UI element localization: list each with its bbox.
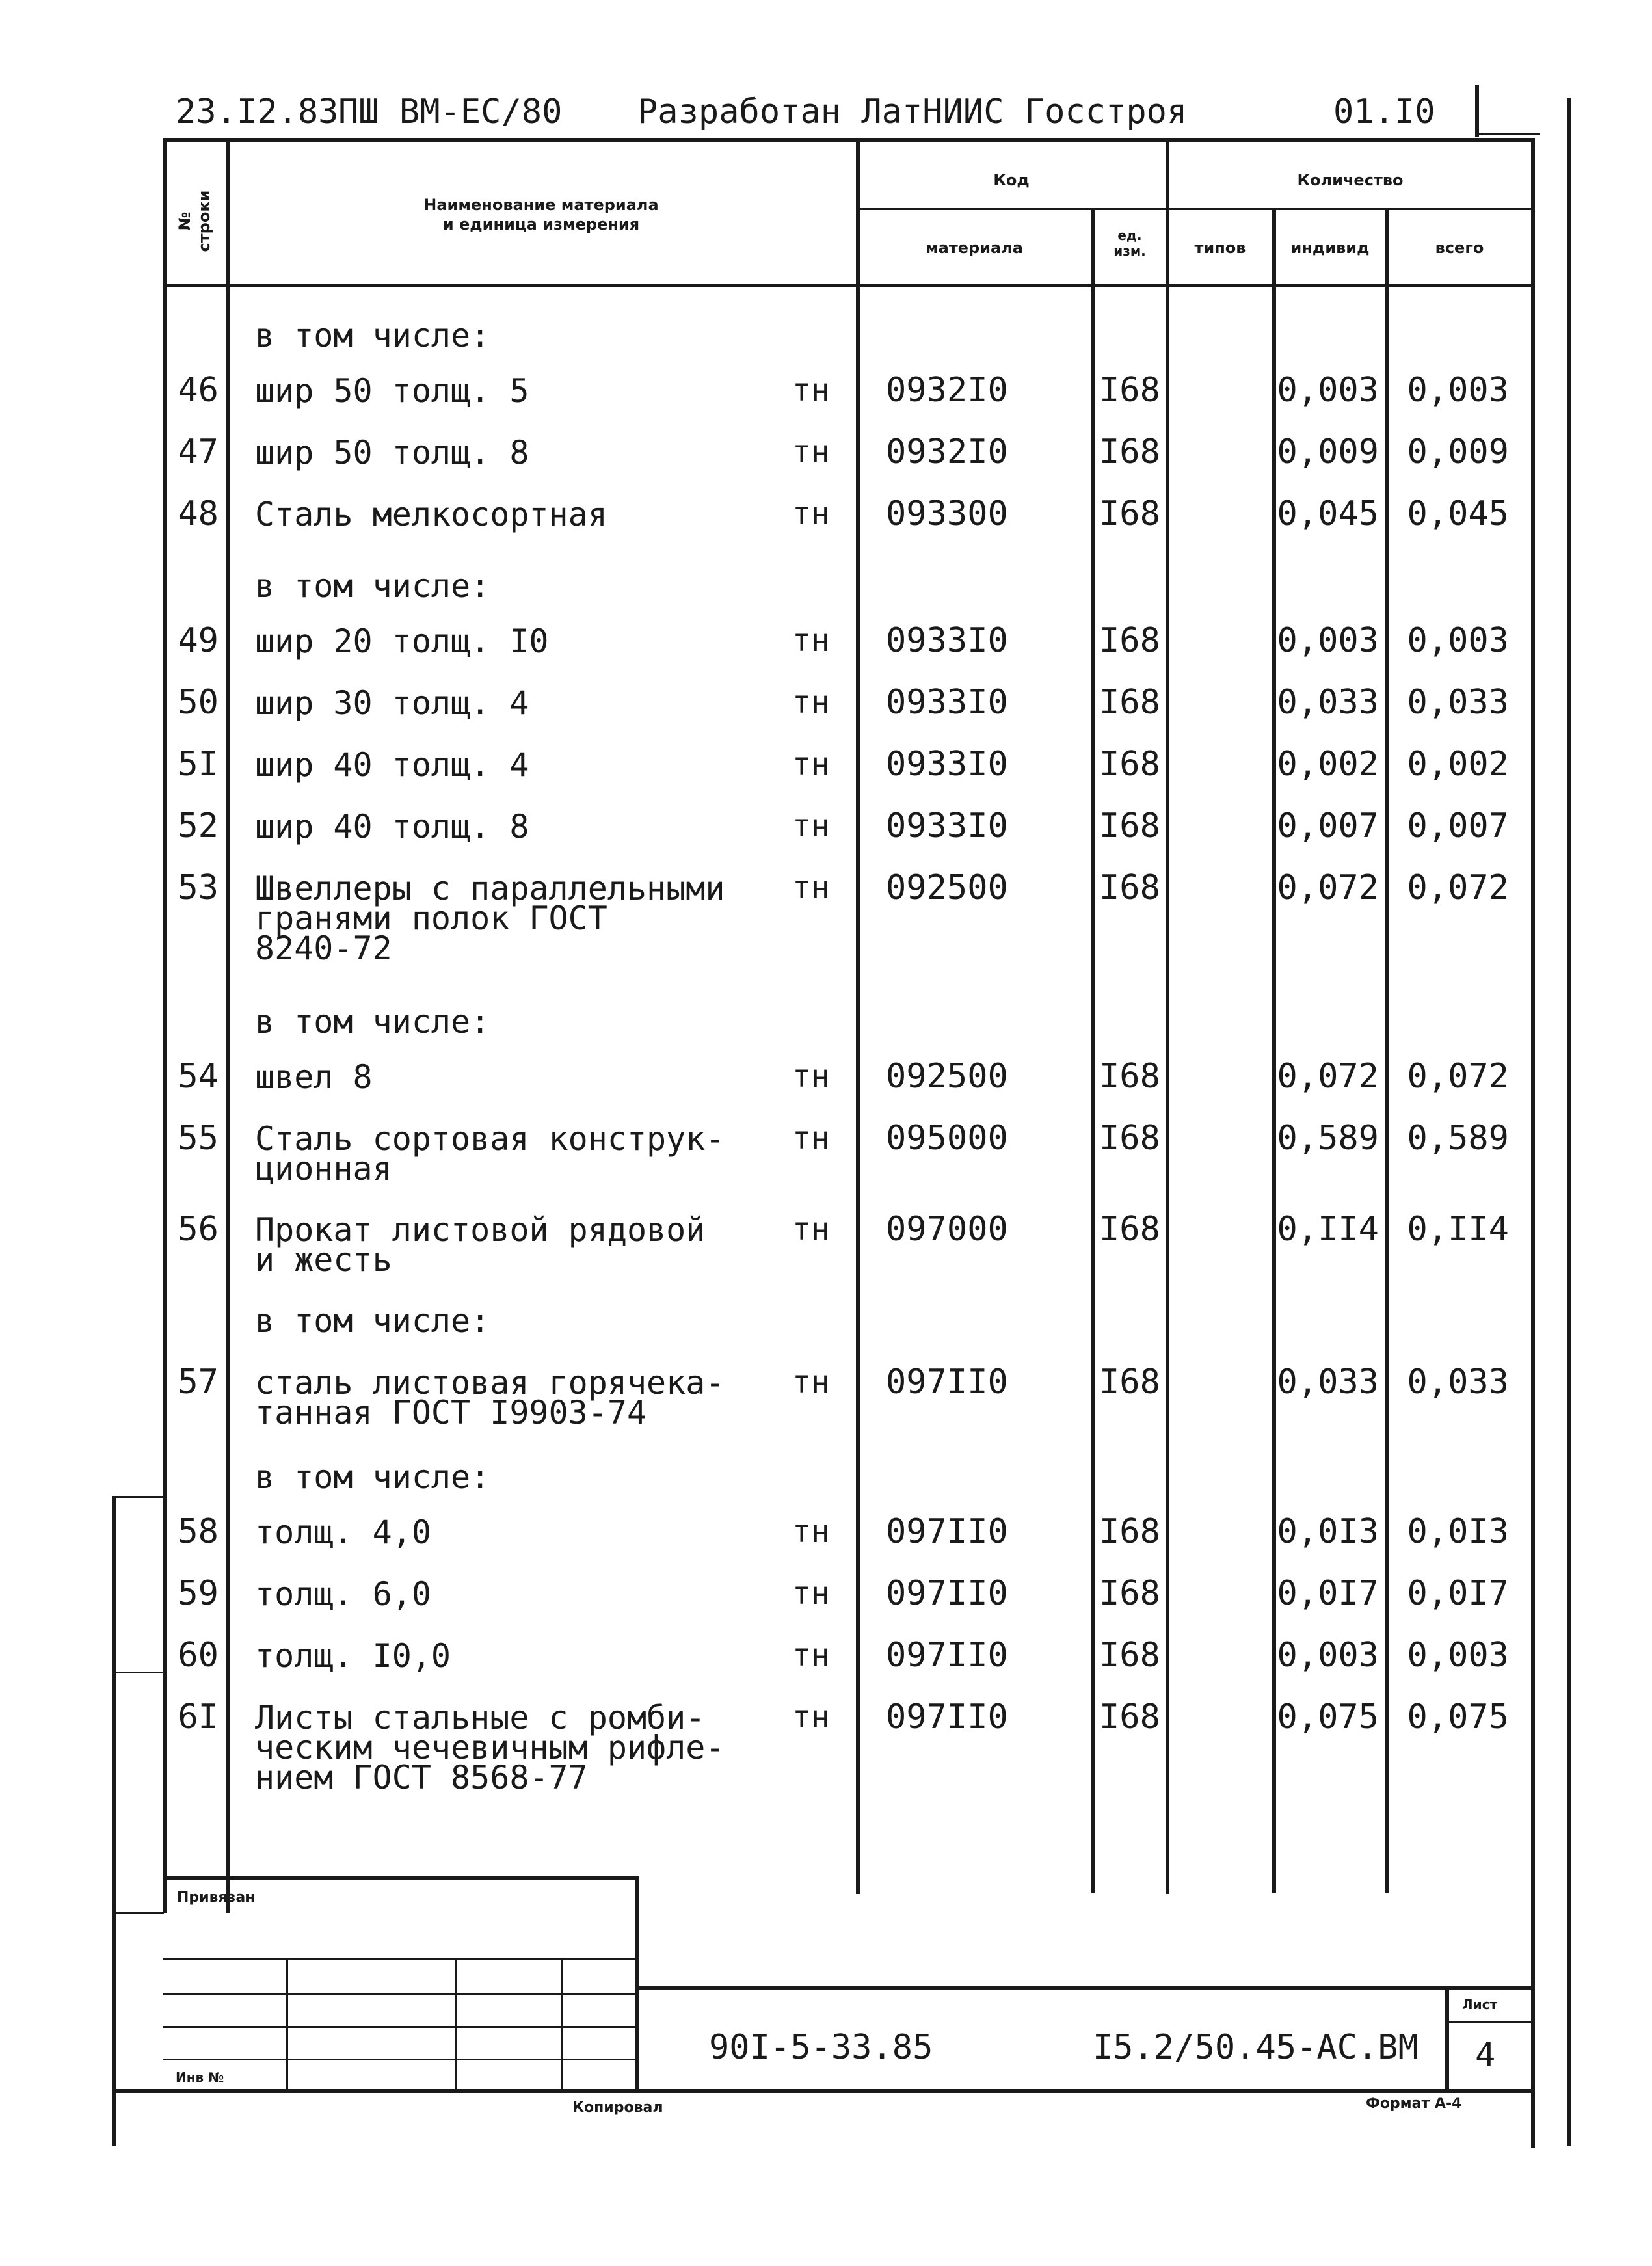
row-name: швел 8 [255,1058,373,1096]
row-ed: I68 [1099,1057,1160,1096]
row-name: в том числе: [255,317,490,354]
row-total: 0,589 [1407,1119,1509,1158]
th-tipov: типов [1194,239,1246,257]
row-number: 6I [178,1698,219,1737]
row-code: 097II0 [886,1636,1008,1675]
row-individ: 0,003 [1277,621,1379,660]
header-mid-line [859,208,1535,210]
row-unit: тн [792,684,830,721]
title-list-label: Лист [1462,1997,1498,2012]
row-name: толщ. I0,0 [255,1637,451,1675]
row-unit: тн [792,434,830,470]
stamp-inv: Инв № [176,2070,224,2085]
stamp-col-2 [455,1958,457,2091]
stamp-line-1 [163,1958,637,1960]
row-code: 092500 [886,1057,1008,1096]
row-number: 60 [178,1636,219,1675]
row-individ: 0,075 [1277,1698,1379,1737]
row-number: 54 [178,1057,219,1096]
header-corner-line [1475,133,1540,135]
row-code: 097II0 [886,1574,1008,1613]
row-code: 095000 [886,1119,1008,1158]
title-list-sep [1445,1986,1449,2090]
row-unit: тн [792,1211,830,1247]
row-code: 0933I0 [886,683,1008,722]
row-code: 097II0 [886,1698,1008,1737]
stamp-col-1 [286,1958,288,2091]
row-code: 0932I0 [886,433,1008,472]
row-name: сталь листовая горячека- танная ГОСТ I9903-74 [255,1364,725,1432]
row-ed: I68 [1099,494,1160,533]
row-name: шир 50 толщ. 8 [255,434,529,472]
row-unit: тн [792,1699,830,1735]
row-individ: 0,009 [1277,433,1379,472]
row-individ: 0,072 [1277,1057,1379,1096]
stamp-col-3 [561,1958,563,2091]
row-total: 0,075 [1407,1698,1509,1737]
row-individ: 0,0I7 [1277,1574,1379,1613]
th-vsego: всего [1435,239,1484,257]
row-name: Сталь сортовая конструк- ционная [255,1120,725,1188]
title-top [635,1986,1535,1990]
row-ed: I68 [1099,1512,1160,1551]
margin-bracket-top [112,1496,164,1498]
row-individ: 0,007 [1277,806,1379,846]
row-code: 097000 [886,1210,1008,1249]
row-name: толщ. 4,0 [255,1513,431,1551]
margin-bracket-mid [112,1672,164,1673]
row-unit: тн [792,1513,830,1550]
row-ed: I68 [1099,1119,1160,1158]
row-ed: I68 [1099,868,1160,907]
th-kod: Код [993,171,1030,189]
header-corner-mark [1475,85,1479,137]
row-total: 0,II4 [1407,1210,1509,1249]
row-code: 0933I0 [886,745,1008,784]
row-name: Листы стальные с ромби- ческим чечевичным рифле- нием ГОСТ 8568-77 [255,1699,725,1796]
margin-bracket-low [112,1912,164,1914]
header-bottom-border [163,284,1535,287]
row-ed: I68 [1099,433,1160,472]
row-total: 0,0I7 [1407,1574,1509,1613]
row-total: 0,003 [1407,621,1509,660]
row-total: 0,007 [1407,806,1509,846]
stamp-privyazan: Привязан [177,1889,256,1906]
row-name: в том числе: [255,567,490,605]
row-name: шир 40 толщ. 4 [255,746,529,784]
row-ed: I68 [1099,621,1160,660]
row-total: 0,045 [1407,494,1509,533]
row-unit: тн [792,1120,830,1156]
row-ed: I68 [1099,1574,1160,1613]
row-number: 52 [178,806,219,846]
row-individ: 0,033 [1277,1363,1379,1402]
row-name: шир 20 толщ. I0 [255,622,549,660]
row-individ: 0,072 [1277,868,1379,907]
header-developer: Разработан ЛатНИИС Госстроя [637,92,1188,131]
row-total: 0,009 [1407,433,1509,472]
row-unit: тн [792,1364,830,1400]
footer-kopiroval: Копировал [572,2099,663,2116]
row-code: 097II0 [886,1363,1008,1402]
margin-bracket-line [112,1496,116,2146]
row-ed: I68 [1099,1698,1160,1737]
row-individ: 0,045 [1277,494,1379,533]
row-individ: 0,II4 [1277,1210,1379,1249]
page-bottom-border [112,2089,1535,2093]
row-number: 47 [178,433,219,472]
row-total: 0,0I3 [1407,1512,1509,1551]
row-individ: 0,003 [1277,371,1379,410]
col-sep-ed [1166,138,1169,1894]
row-number: 46 [178,371,219,410]
row-number: 49 [178,621,219,660]
row-total: 0,002 [1407,745,1509,784]
row-unit: тн [792,1058,830,1095]
table-right-border [1531,138,1535,2148]
stamp-line-4 [163,2059,637,2060]
row-unit: тн [792,808,830,844]
col-sep-num [226,138,230,1913]
row-name: Швеллеры с параллельными гранями полок ГОСТ 8240-72 [255,870,725,967]
row-ed: I68 [1099,745,1160,784]
row-code: 0932I0 [886,371,1008,410]
row-ed: I68 [1099,1210,1160,1249]
row-unit: тн [792,1575,830,1612]
row-individ: 0,033 [1277,683,1379,722]
row-unit: тн [792,622,830,659]
row-unit: тн [792,746,830,782]
th-material: материала [926,239,1023,257]
row-name: шир 50 толщ. 5 [255,372,529,410]
row-total: 0,072 [1407,1057,1509,1096]
row-number: 48 [178,494,219,533]
row-name: шир 30 толщ. 4 [255,684,529,722]
row-unit: тн [792,496,830,532]
page-right-border [1567,98,1571,2146]
row-number: 53 [178,868,219,907]
row-total: 0,033 [1407,683,1509,722]
header-date: 23.I2.83 [176,92,339,131]
row-code: 092500 [886,868,1008,907]
th-kolichestvo: Количество [1297,171,1404,189]
th-name: Наименование материала и единица измерения [423,196,659,233]
stamp-line-2 [163,1993,637,1995]
header-org: ПШ ВМ-ЕС/80 [338,92,563,131]
row-name: в том числе: [255,1458,490,1496]
table-top-border [163,138,1535,142]
th-row-number: № строки [176,190,213,252]
row-ed: I68 [1099,1636,1160,1675]
row-name: в том числе: [255,1302,490,1340]
row-unit: тн [792,372,830,408]
row-code: 0933I0 [886,621,1008,660]
row-ed: I68 [1099,371,1160,410]
title-doc-number: 90I-5-33.85 [709,2028,933,2067]
row-unit: тн [792,870,830,906]
row-total: 0,072 [1407,868,1509,907]
row-number: 5I [178,745,219,784]
row-name: Прокат листовой рядовой и жесть [255,1211,706,1279]
footer-format: Формат А-4 [1366,2096,1462,2112]
row-individ: 0,0I3 [1277,1512,1379,1551]
header-code: 01.I0 [1333,92,1435,131]
row-code: 0933I0 [886,806,1008,846]
col-sep-individ [1385,208,1389,1893]
row-name: толщ. 6,0 [255,1575,431,1613]
row-total: 0,033 [1407,1363,1509,1402]
col-sep-code [1091,208,1095,1893]
row-individ: 0,003 [1277,1636,1379,1675]
row-unit: тн [792,1637,830,1673]
stamp-line-3 [163,2026,637,2028]
row-total: 0,003 [1407,371,1509,410]
row-number: 56 [178,1210,219,1249]
row-individ: 0,002 [1277,745,1379,784]
row-ed: I68 [1099,1363,1160,1402]
row-name: в том числе: [255,1003,490,1041]
row-number: 57 [178,1363,219,1402]
row-total: 0,003 [1407,1636,1509,1675]
row-number: 59 [178,1574,219,1613]
row-individ: 0,589 [1277,1119,1379,1158]
row-ed: I68 [1099,806,1160,846]
row-code: 093300 [886,494,1008,533]
stamp-top [163,1876,637,1880]
row-number: 50 [178,683,219,722]
row-name: Сталь мелкосортная [255,496,607,533]
title-list-line [1445,2021,1534,2023]
th-ed: ед. изм. [1113,228,1146,259]
row-number: 58 [178,1512,219,1551]
row-name: шир 40 толщ. 8 [255,808,529,846]
row-number: 55 [178,1119,219,1158]
row-code: 097II0 [886,1512,1008,1551]
title-list-number: 4 [1475,2036,1496,2075]
th-individ: индивид [1290,239,1370,257]
title-sheet-code: I5.2/50.45-АС.ВМ [1093,2028,1419,2067]
row-ed: I68 [1099,683,1160,722]
col-sep-name [856,138,860,1894]
